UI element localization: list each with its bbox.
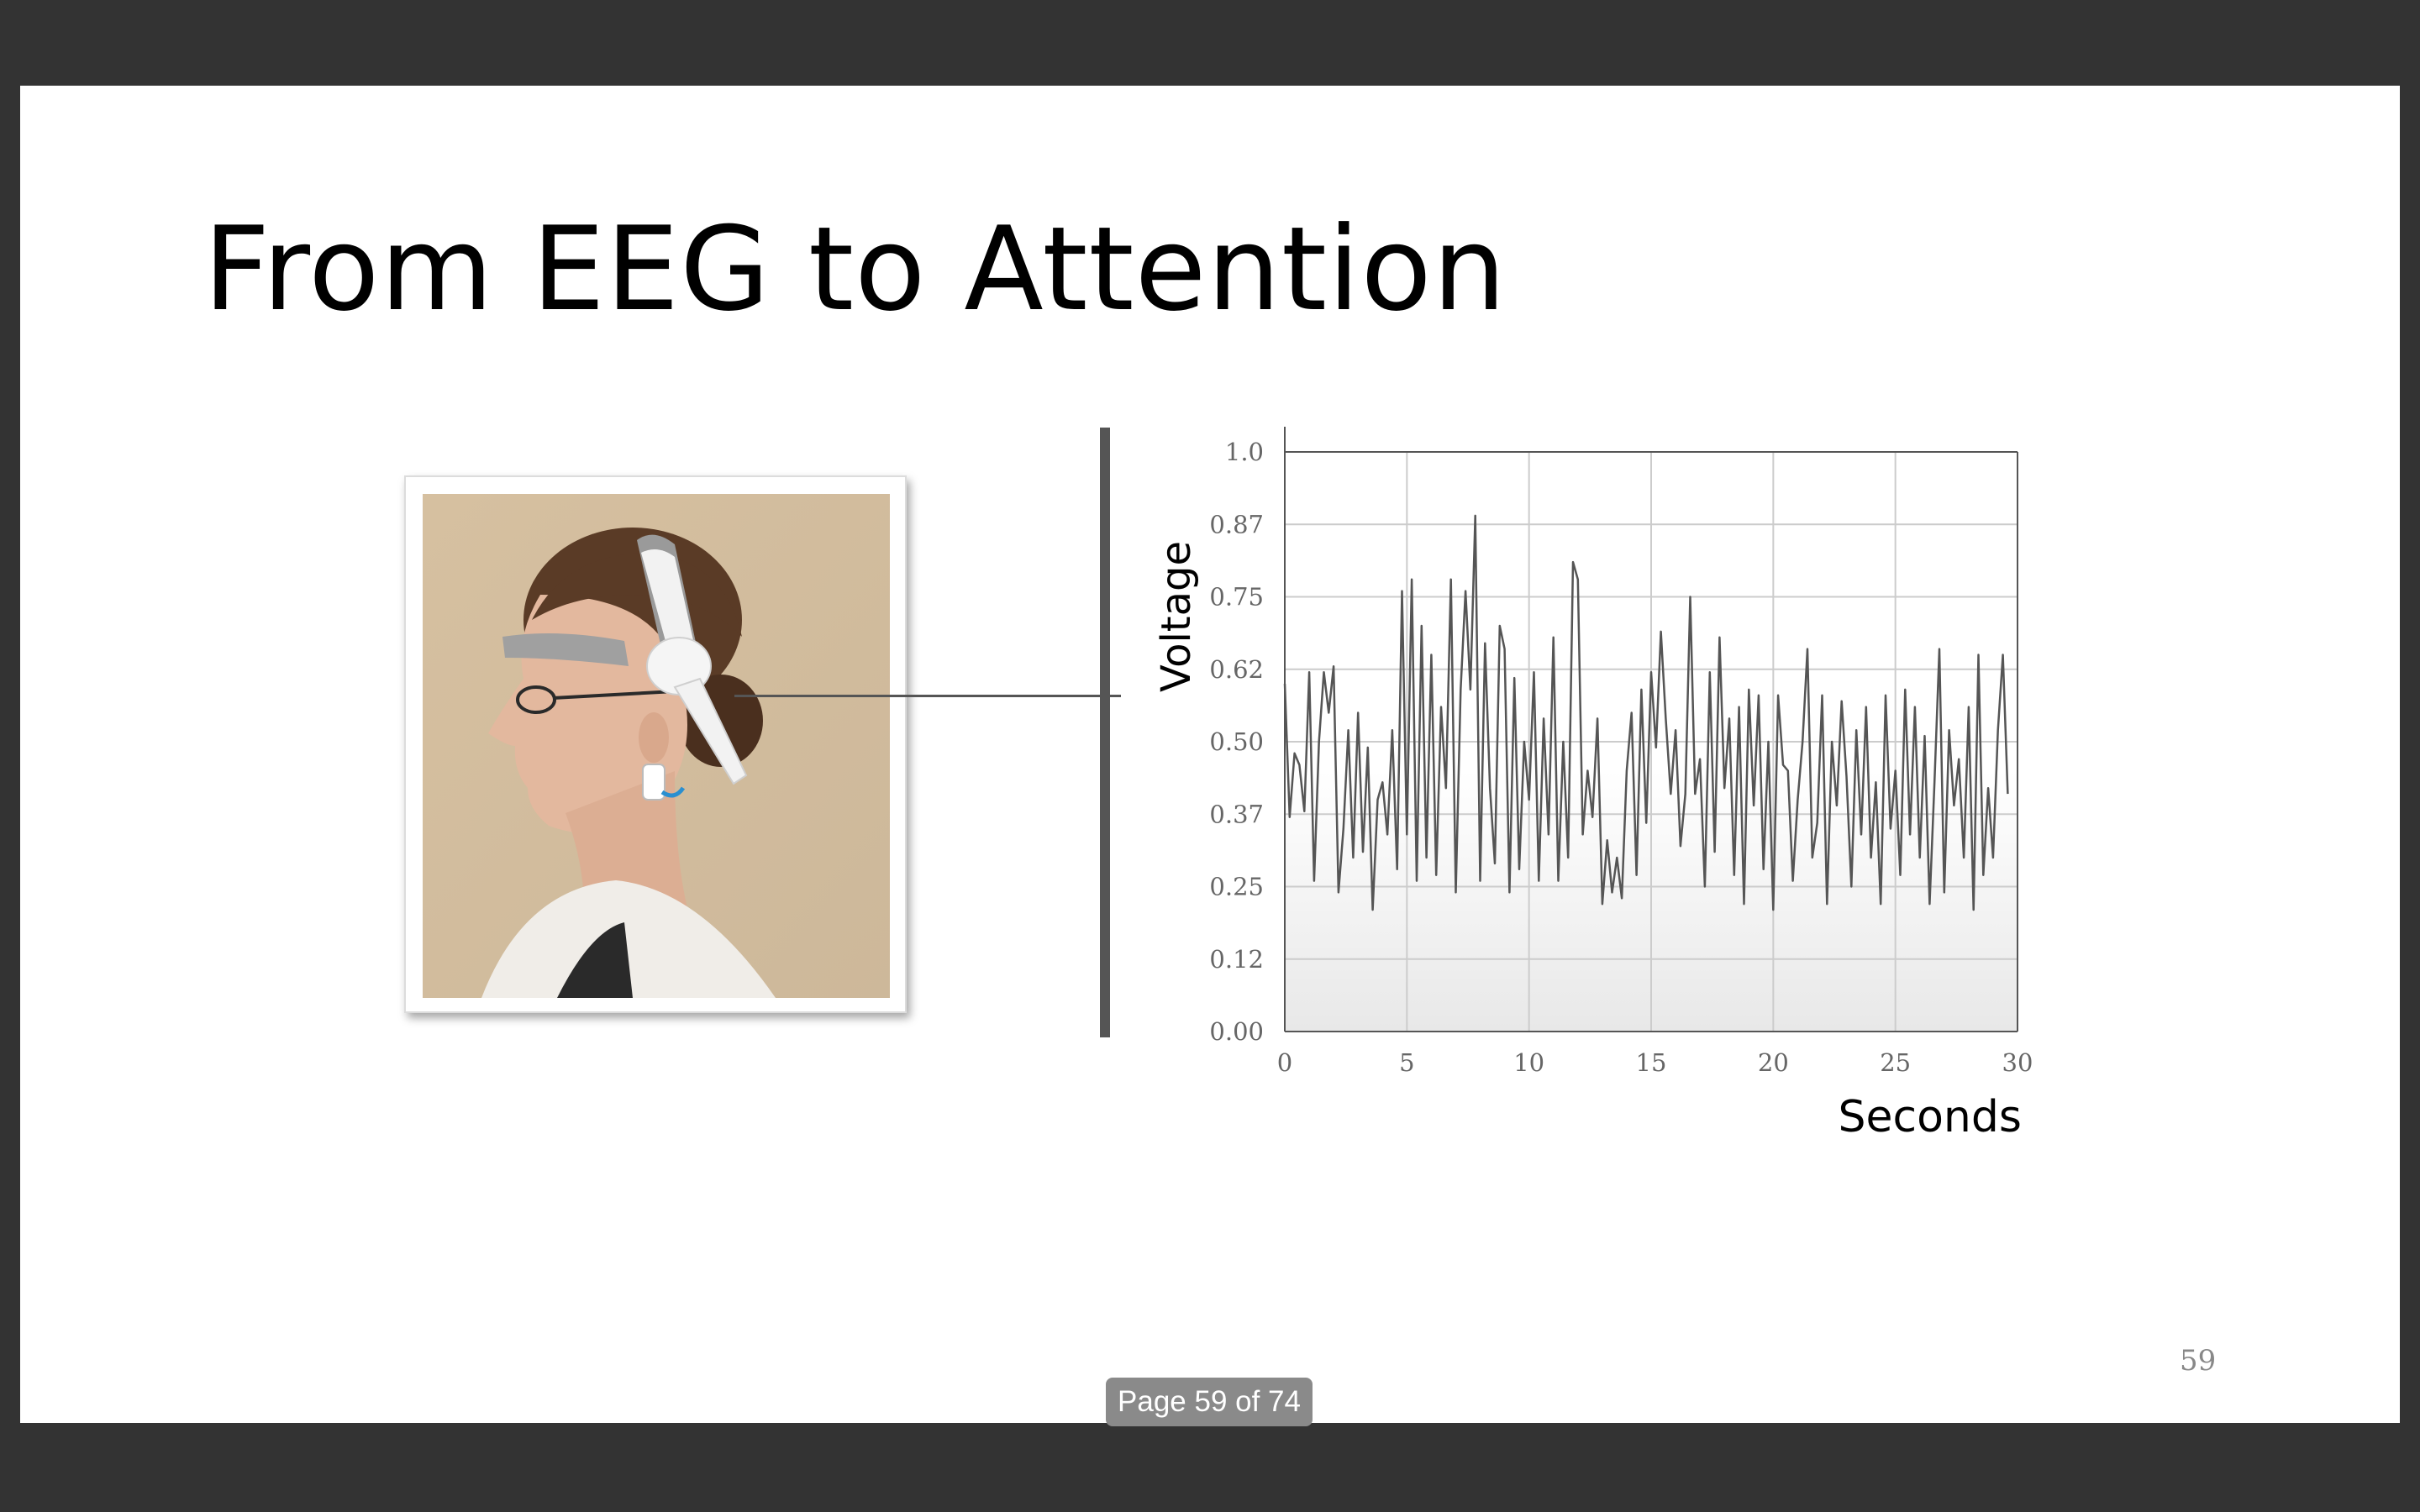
y-tick-label: 0.87	[1209, 510, 1264, 539]
slide-title: From EEG to Attention	[203, 202, 1507, 337]
page-indicator: Page 59 of 74	[1106, 1378, 1313, 1426]
slide-number: 59	[2180, 1344, 2217, 1378]
x-tick-labels	[1277, 1048, 2033, 1077]
x-tick-label: 30	[2002, 1048, 2033, 1077]
y-axis-label: Voltage	[1153, 540, 1200, 693]
y-tick-labels	[1209, 438, 1264, 1046]
y-tick-label: 0.37	[1209, 800, 1264, 829]
x-tick-label: 20	[1757, 1048, 1789, 1077]
y-tick-label: 0.62	[1209, 654, 1264, 684]
y-tick-label: 0.12	[1209, 944, 1264, 974]
y-tick-label: 0.25	[1209, 872, 1264, 901]
y-tick-label: 0.00	[1209, 1017, 1264, 1046]
y-tick-label: 0.75	[1209, 582, 1264, 612]
x-tick-label: 0	[1276, 1048, 1293, 1077]
slide-page	[20, 86, 2400, 1423]
y-tick-label: 1.0	[1224, 438, 1264, 466]
x-tick-label: 10	[1513, 1048, 1545, 1077]
eeg-voltage-chart	[20, 86, 2400, 1423]
y-tick-label: 0.50	[1209, 727, 1264, 756]
x-tick-label: 25	[1880, 1048, 1912, 1077]
x-tick-label: 15	[1635, 1048, 1667, 1077]
x-axis-label: Seconds	[1838, 1092, 2022, 1142]
x-tick-label: 5	[1399, 1048, 1415, 1077]
